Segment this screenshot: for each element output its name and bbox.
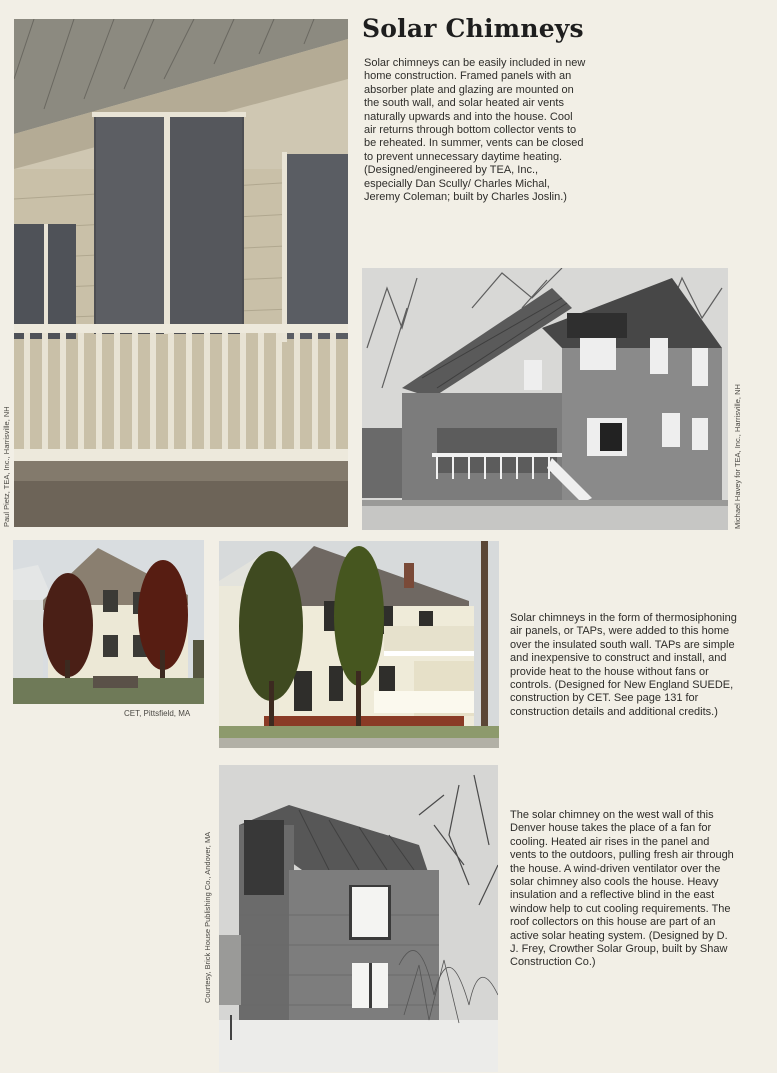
intro-paragraph: Solar chimneys can be easily included in new home construction. Framed panels with an absorber plate and glazing are mounted on the south wall, and solar heated air vents naturally upwards and into the house. Cool air returns through bottom collector vents to be reheated. In summer, vents can be closed to prevent unnecessary daytime heating. (Designed/engineered by TEA, Inc., especially Dan Scully/ Charles Michal, Jeremy Coleman; built by Charles Joslin.) — [364, 57, 586, 204]
photo-credit-havey: Michael Havey for TEA, Inc., Harrisville, NH — [733, 384, 742, 529]
cet-house-photo — [13, 540, 204, 704]
taps-paragraph: Solar chimneys in the form of thermosiphoning air panels, or TAPs, were added to this home over the insulated south wall. TAPs are simple and inexpensive to construct and install, and provide heat to the house without fans or controls. (Designed for New England SUEDE, construction by CET. See page 131 for construction details and additional credits.) — [510, 612, 737, 718]
photo-credit-brick-house: Courtesy, Brick House Publishing Co., Andover, MA — [203, 831, 212, 1003]
denver-house-photo — [219, 765, 498, 1072]
photo-credit-pietz: Paul Pietz, TEA, Inc., Harrisville, NH — [2, 406, 11, 527]
denver-paragraph: The solar chimney on the west wall of this Denver house takes the place of a fan for cooling. Heated air rises in the panel and vents to the outdoors, pulling fresh air through the house. A wind-driven ventilator over the solar chimney also cools the house. Heavy insulation and a reflective blind in the east window help to cut cooling requirements. The roof collectors on this house are part of an active solar heating system. (Designed by D. J. Frey, Crowther Solar Group, built by Shaw Construction Co.) — [510, 809, 734, 969]
gable-house-photo — [362, 268, 728, 530]
photo-credit-cet: CET, Pittsfield, MA — [124, 709, 191, 718]
solar-chimney-closeup-photo — [14, 19, 348, 527]
taps-house-photo — [219, 541, 499, 748]
page-title: Solar Chimneys — [362, 14, 584, 43]
